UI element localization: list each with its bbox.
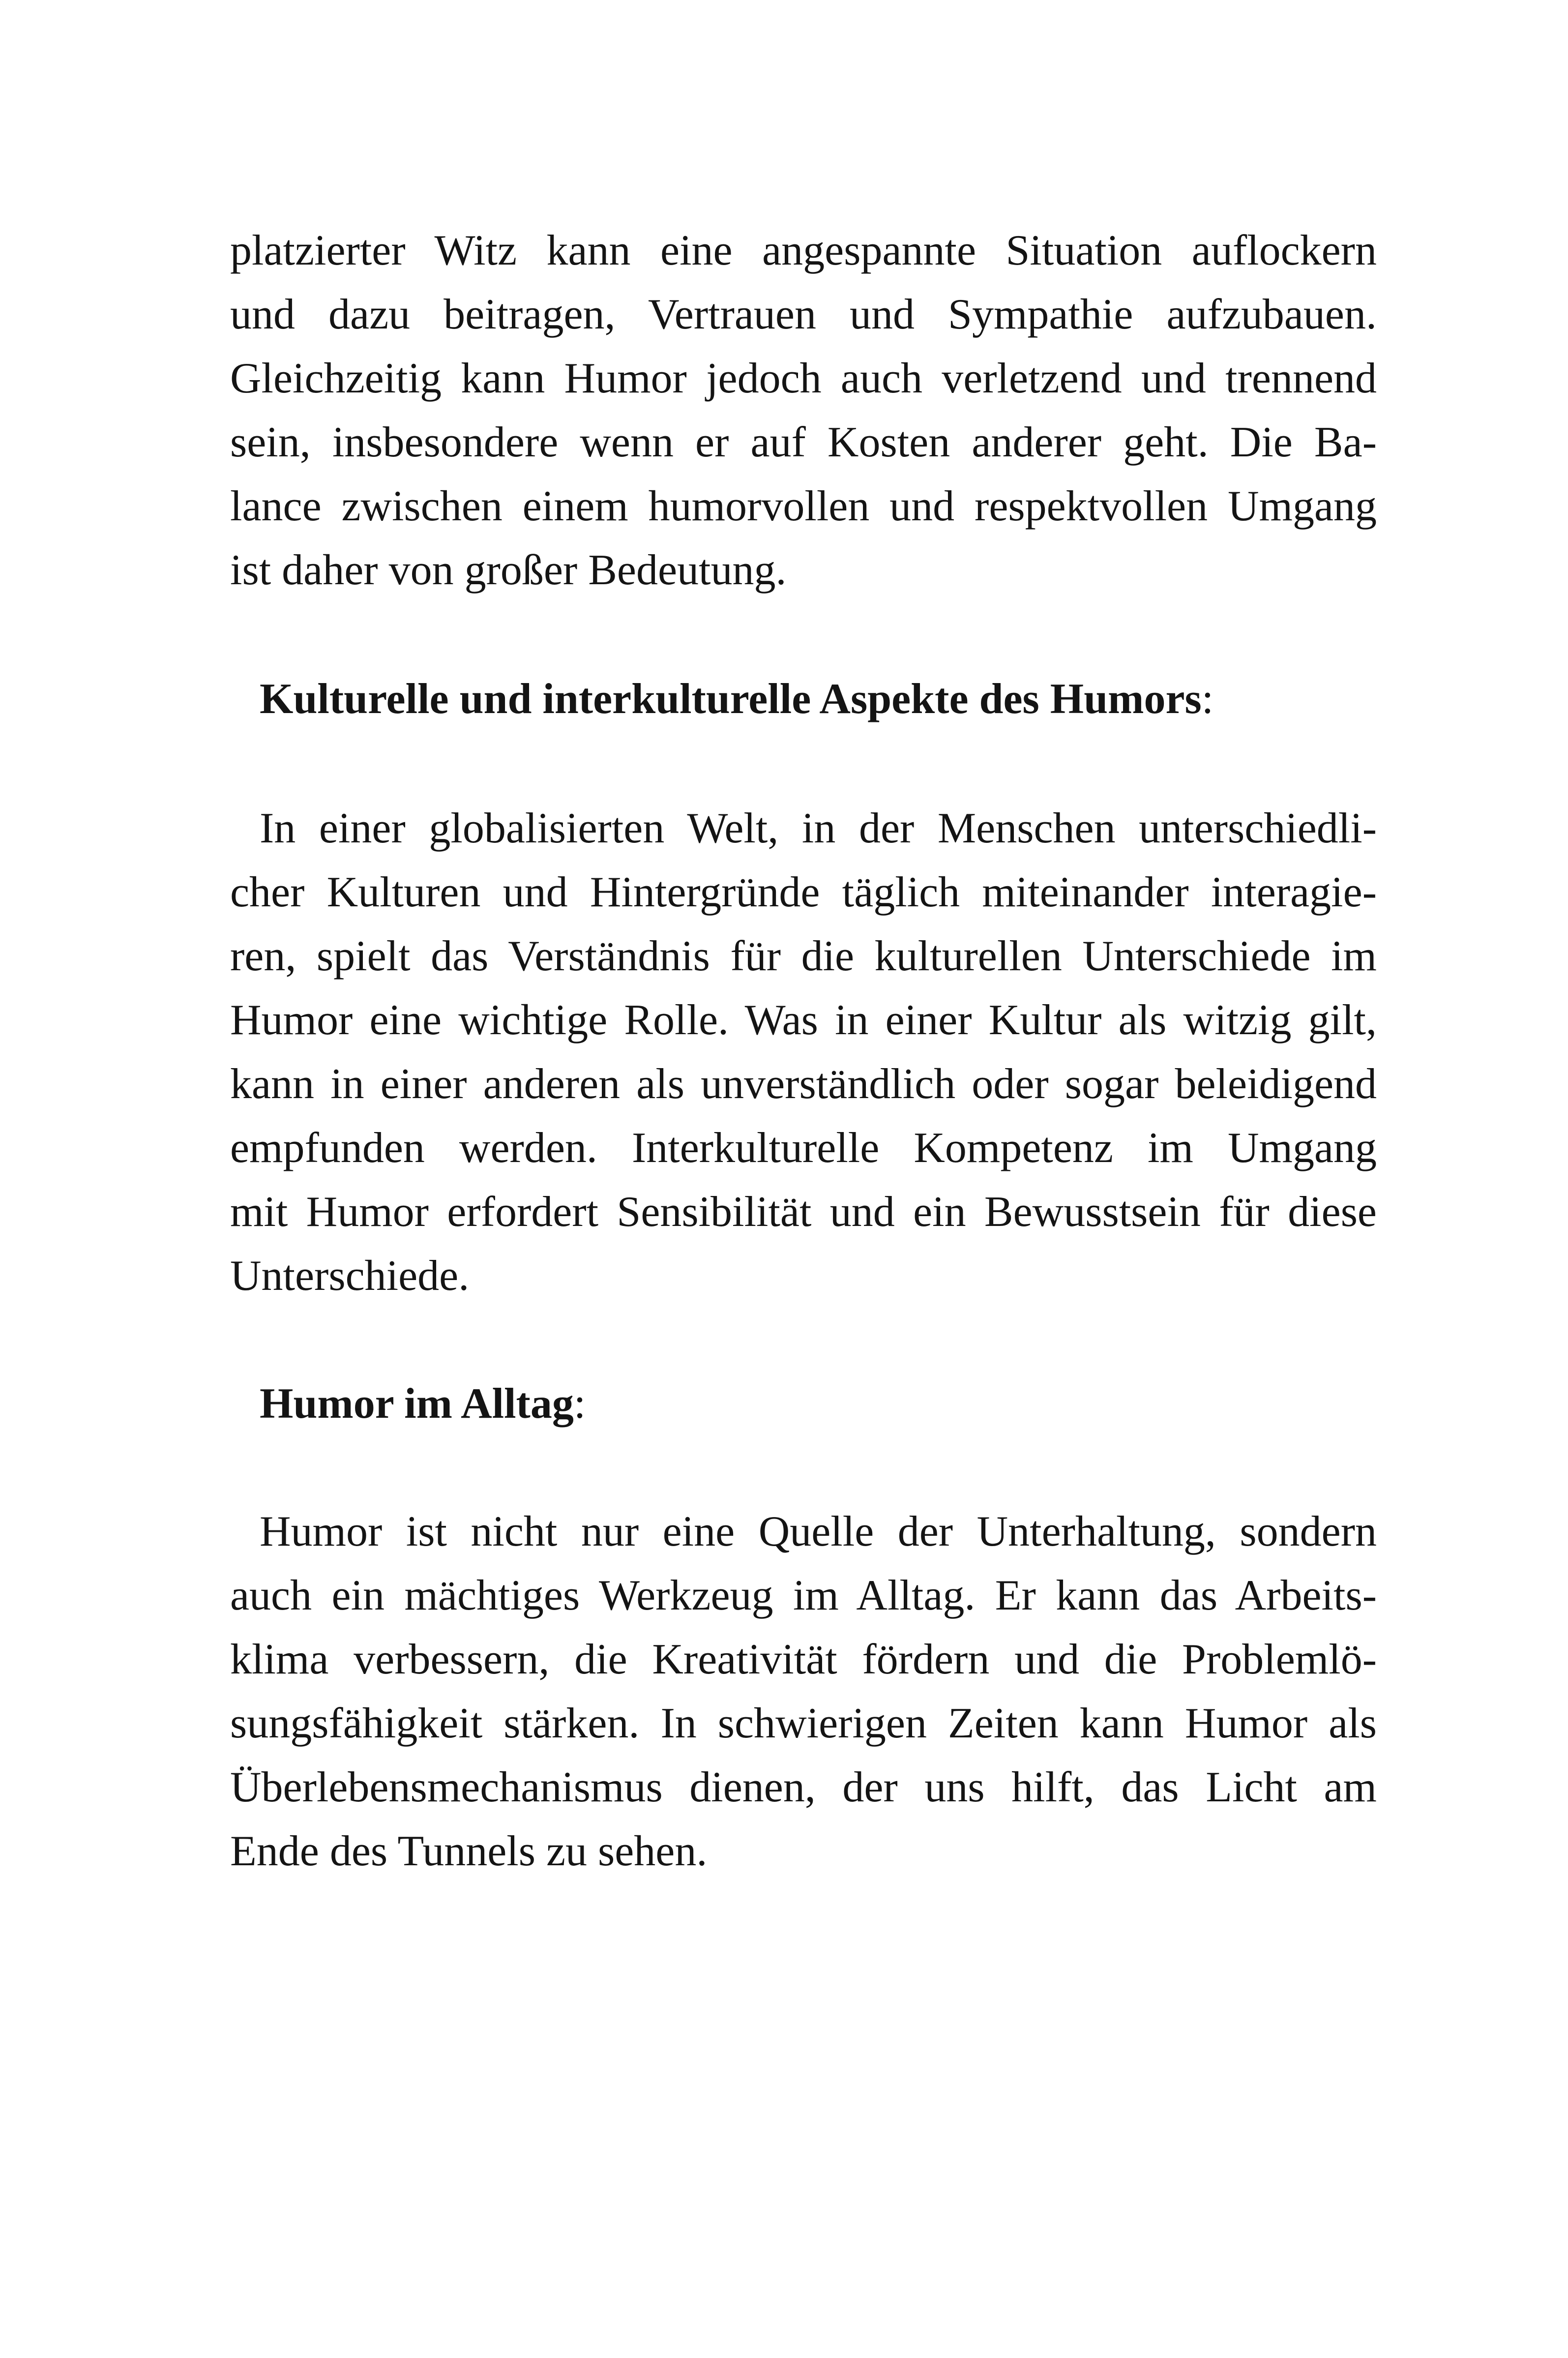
text-line: ist daher von großer Bedeutung. [230,546,787,594]
text-line: auch ein mächtiges Werkzeug im Alltag. Er kann das Arbeits- [230,1572,1377,1619]
text-line: mit Humor erfordert Sensibilität und ein Bewusstsein für diese [230,1188,1377,1236]
paragraph-cultural-humor [230,797,1377,1308]
heading-colon: : [573,1380,586,1428]
text-line: und dazu beitragen, Vertrauen und Sympathie aufzubauen. [230,291,1377,338]
text-line: ren, spielt das Verständnis für die kulturellen Unterschiede im [230,932,1377,980]
heading-colon: : [1201,675,1214,723]
paragraph-humor-balance [230,219,1377,602]
text-line: empfunden werden. Interkulturelle Kompetenz im Umgang [230,1124,1377,1172]
text-line: kann in einer anderen als unverständlich oder sogar beleidigend [230,1060,1377,1108]
section-heading-everyday-humor [230,1372,1377,1436]
text-line: sungsfähigkeit stärken. In schwierigen Zeiten kann Humor als [230,1700,1377,1747]
text-line: In einer globalisierten Welt, in der Menschen unterschiedli- [260,805,1377,852]
paragraph-everyday-humor [230,1500,1377,1883]
text-line: Unterschiede. [230,1252,470,1300]
section-heading-cultural-aspects [230,667,1377,731]
text-line: Gleichzeitig kann Humor jedoch auch verletzend und trennend [230,355,1377,402]
text-line: Überlebensmechanismus dienen, der uns hilft, das Licht am [230,1763,1377,1811]
text-line: cher Kulturen und Hintergründe täglich miteinander interagie- [230,868,1377,916]
text-line: klima verbessern, die Kreativität fördern und die Problemlö- [230,1636,1377,1683]
heading-text: Humor im Alltag [260,1380,574,1428]
text-line: Humor ist nicht nur eine Quelle der Unterhaltung, sondern [260,1508,1377,1555]
text-line: platzierter Witz kann eine angespannte Situation auflockern [230,227,1377,274]
text-line: lance zwischen einem humorvollen und respektvollen Umgang [230,482,1377,530]
text-line: Humor eine wichtige Rolle. Was in einer Kultur als witzig gilt, [230,996,1377,1044]
text-line: sein, insbesondere wenn er auf Kosten anderer geht. Die Ba- [230,418,1377,466]
text-line: Ende des Tunnels zu sehen. [230,1827,708,1875]
heading-text: Kulturelle und interkulturelle Aspekte des Humors [260,675,1202,723]
